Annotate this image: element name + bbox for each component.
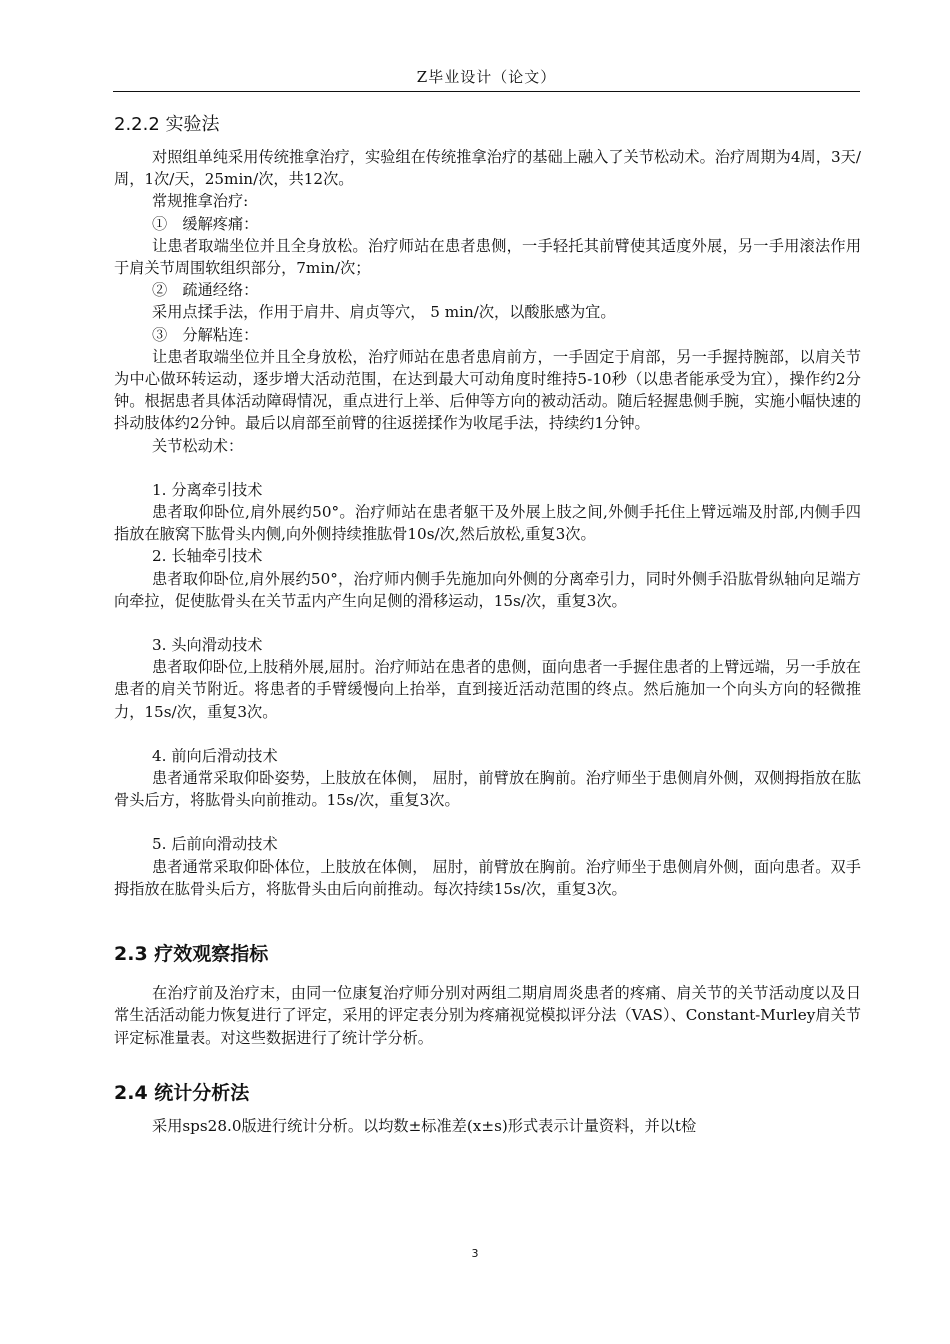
spacer xyxy=(114,1107,861,1115)
page-content xyxy=(114,112,861,1137)
technique-title: 3. 头向滑动技术 xyxy=(152,636,263,655)
heading-2-4: 2.4 统计分析法 xyxy=(114,1081,250,1104)
technique-title: 4. 前向后滑动技术 xyxy=(152,746,278,765)
page-number: 3 xyxy=(471,1247,479,1260)
paragraph: 关节松动术： xyxy=(152,436,244,455)
paragraph: 让患者取端坐位并且全身放松。治疗师站在患者患侧，一手轻托其前臂使其适度外展，另一手用滚法作用于肩关节周围软组织部分，7min/次； xyxy=(114,236,861,278)
technique-body: 患者通常采取仰卧体位，上肢放在体侧， 屈肘，前臂放在胸前。治疗师坐于患侧肩外侧，面向患者。双手拇指放在肱骨头后方，将肱骨头由后向前推动。每次持续15s/次，重复3次。 xyxy=(114,857,861,898)
technique-body: 患者取仰卧位,肩外展约50°。治疗师站在患者躯干及外展上肢之间,外侧手托住上臂远端及肘部,内侧手四指放在腋窝下肱骨头内侧,向外侧持续推肱骨10s/次,然后放松,重复3次。 xyxy=(114,503,861,544)
spacer xyxy=(114,723,861,745)
paragraph: 对照组单纯采用传统推拿治疗，实验组在传统推拿治疗的基础上融入了关节松动术。治疗周期为4周，3天/周，1次/天，25min/次，共12次。 xyxy=(114,148,861,189)
technique-body: 患者取仰卧位,上肢稍外展,屈肘。治疗师站在患者的患侧，面向患者一手握住患者的上臂远端，另一手放在患者的肩关节附近。将患者的手臂缓慢向上抬举，直到接近活动范围的终点。然后施加一个向头方向的轻微推力，15s/次，重复3次。 xyxy=(114,658,861,721)
technique-title: 2. 长轴牵引技术 xyxy=(152,547,263,566)
spacer xyxy=(114,968,861,982)
technique-title: 1. 分离牵引技术 xyxy=(152,480,263,499)
paragraph: 采用sps28.0版进行统计分析。以均数±标准差(x±s)形式表示计量资料，并以t检 xyxy=(152,1116,697,1135)
page-header: Z毕业设计（论文） xyxy=(416,68,557,86)
technique-body: 患者通常采取仰卧姿势，上肢放在体侧， 屈肘，前臂放在胸前。治疗师坐于患侧肩外侧，双侧拇指放在肱骨头后方，将肱骨头向前推动。15s/次，重复3次。 xyxy=(114,769,861,810)
spacer xyxy=(114,612,861,634)
paragraph: 常规推拿治疗: xyxy=(152,192,249,211)
paragraph: 采用点揉手法，作用于肩井、肩贞等穴， 5 min/次，以酸胀感为宜。 xyxy=(152,303,616,322)
technique-title: 5. 后前向滑动技术 xyxy=(152,835,278,854)
heading-2-2-2: 2.2.2 实验法 xyxy=(114,114,220,135)
technique-body: 患者取仰卧位,肩外展约50°，治疗师内侧手先施加向外侧的分离牵引力，同时外侧手沿肱骨纵轴向足端方向牵拉，促使肱骨头在关节盂内产生向足侧的滑移运动，15s/次，重复3次。 xyxy=(114,569,861,610)
paragraph: 让患者取端坐位并且全身放松，治疗师站在患者患肩前方，一手固定于肩部，另一手握持腕部，以肩关节为中心做环转运动，逐步增大活动范围，在达到最大可动角度时维持5-10秒（以患者能承受为宜），操作约2分钟。根据患者具体活动障碍情况，重点进行上举、后伸等方向的被动活动。随后轻握患侧手腕，实施小幅快速的抖动肢体约2分钟。最后以肩部至前臂的往返搓揉作为收尾手法，持续约1分钟。 xyxy=(114,347,861,433)
list-item: ② 疏通经络： xyxy=(152,281,259,300)
spacer xyxy=(114,811,861,833)
list-item: ① 缓解疼痛： xyxy=(152,214,259,233)
heading-2-3: 2.3 疗效观察指标 xyxy=(114,943,269,966)
spacer xyxy=(114,1049,861,1079)
spacer xyxy=(114,900,861,940)
header-rule xyxy=(113,91,860,92)
list-item: ③ 分解粘连： xyxy=(152,325,259,344)
paragraph: 在治疗前及治疗末，由同一位康复治疗师分别对两组二期肩周炎患者的疼痛、肩关节的关节活动度以及日常生活活动能力恢复进行了评定，采用的评定表分别为疼痛视觉模拟评分法（VAS）、Constant-Murley肩关节评定标准量表。对这些数据进行了统计学分析。 xyxy=(114,984,861,1047)
spacer xyxy=(114,457,861,479)
